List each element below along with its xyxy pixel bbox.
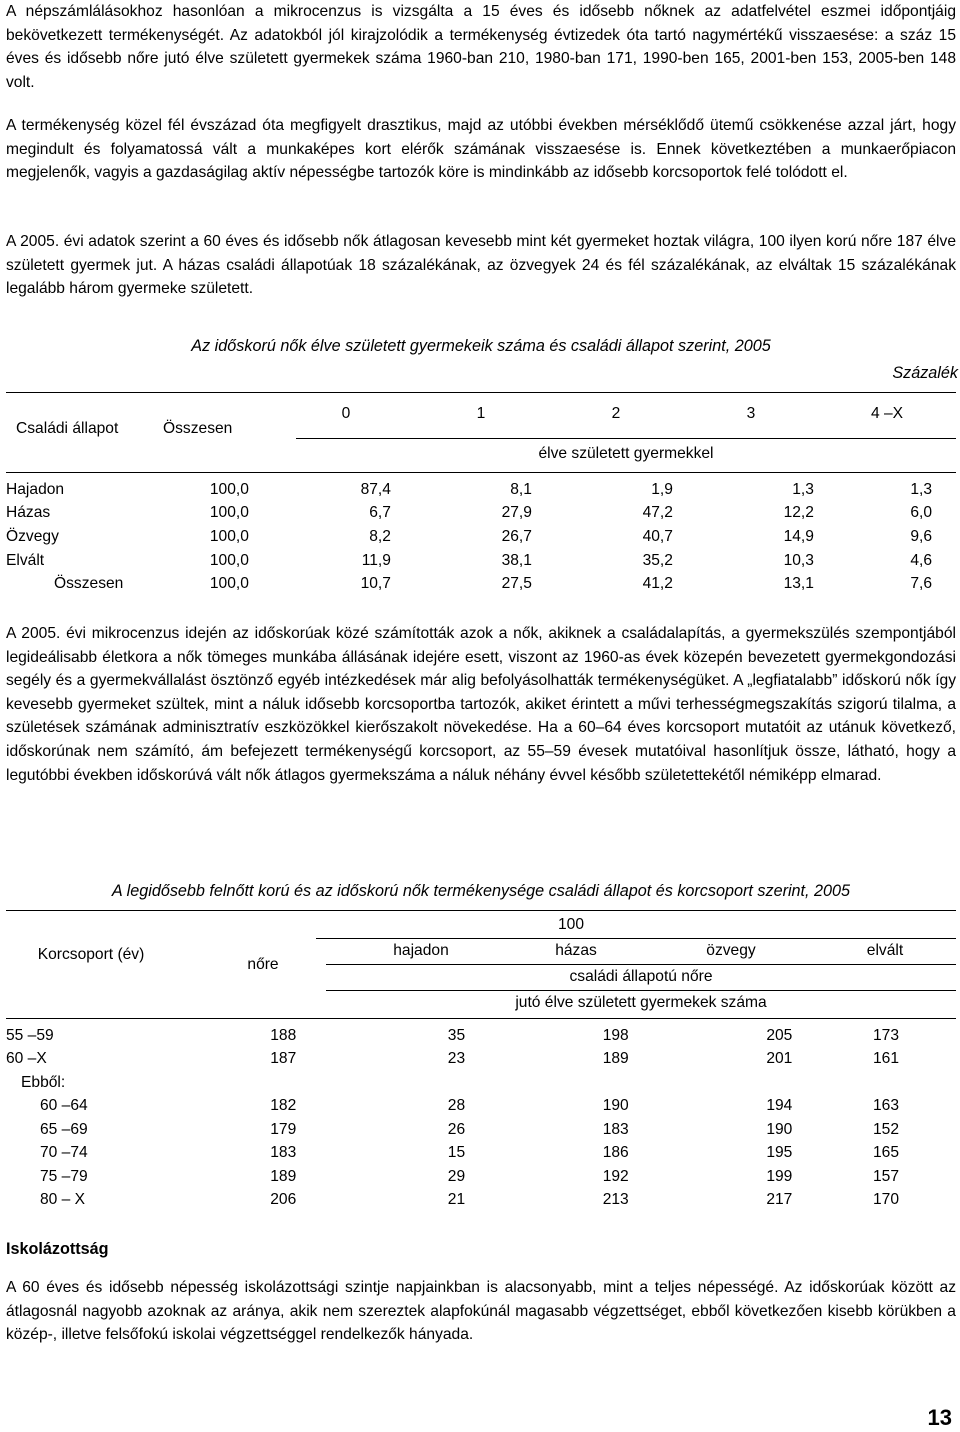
cell: 47,2	[642, 504, 673, 522]
cell: 152	[872, 1120, 899, 1138]
table1-header-rule	[6, 472, 956, 473]
table1-subhead-rule	[296, 438, 956, 439]
cell: 100,0	[209, 527, 249, 545]
paragraph-4: A 2005. évi mikrocenzus idején az időskorúak közé számították azok a nők, akiknek a családalapítás, a gyermekszülés szempontjából legideálisabb életkora a nők tömeges munkába állásának idejére esett, viszont az 1960-as évek közepén bevezetett gyermekgondozási segély és a gyermekvállalást ösztönző egyéb intézkedések már alig befolyásolhatták termékenységüket. A „legfiatalabb” időskorú nők így kevesebb gyermeket szültek, mint a náluk idősebb korcsoportba tartozók, akiket érintett a művi terhességmegszakítás szigorú tilalma, a születések számának adminisztratív eszközökkel kierőszakolt növekedése. Ha a 60–64 éves korcsoport mutatóit az utánuk következő, időskorúnak nem számító, ám befejezett termékenységű korcsoport, az 55–59 évesek mutatóival hasonlítjuk össze, látható, hogy a legutóbbi években időskorúvá vált nők átlagos gyermekszáma a náluk néhány évvel később születettekétől némiképp elmarad.	[6, 625, 956, 784]
page-number: 13	[927, 1405, 952, 1430]
cell: 27,5	[501, 575, 532, 593]
cell: 35,2	[642, 551, 673, 569]
cell: 35	[447, 1026, 466, 1044]
row-label: 55 –59	[6, 1026, 54, 1044]
cell: 157	[872, 1167, 899, 1185]
cell: 100,0	[209, 575, 249, 593]
cell: 198	[602, 1026, 629, 1044]
cell: 8,1	[510, 480, 532, 498]
table-row	[6, 1024, 956, 1048]
table-row	[6, 1189, 956, 1213]
cell: 163	[872, 1097, 899, 1115]
cell: 173	[872, 1026, 899, 1044]
cell: 7,6	[910, 575, 932, 593]
table2-head-status-elvalt: elvált	[866, 942, 904, 959]
section-heading: Iskolázottság	[6, 1240, 109, 1258]
table2	[6, 1024, 956, 1212]
cell: 1,3	[910, 480, 932, 498]
cell: 10,3	[783, 551, 814, 569]
cell: 183	[270, 1144, 297, 1162]
cell: 23	[447, 1050, 466, 1068]
table1-head-total: Összesen	[163, 420, 233, 437]
paragraph-3: A 2005. évi adatok szerint a 60 éves és idősebb nők átlagosan kevesebb mint két gyermeket hoztak világra, 100 ilyen korú nőre 187 élve született gyermek jut. A házas családi állapotúak 18 százalékának, az özvegyek 24 és fél százalékának, az elváltak 15 százalékának legalább három gyermeke született.	[6, 233, 956, 298]
cell: 205	[766, 1026, 793, 1044]
cell: 100,0	[209, 551, 249, 569]
table2-rule-sub	[326, 990, 956, 991]
paragraph-5: A 60 éves és idősebb népesség iskolázottsági szintje napjainkban is alacsonyabb, mint a teljes népességé. Az időskorúak között az átlagosnál nagyobb azoknak az aránya, akik nem szereztek alapfokúnál magasabb végzettséget, ebből következően kisebb körükben a közép-, illetve felsőfokú iskolai végzettséggel rendelkezők hányada.	[6, 1279, 956, 1344]
row-label: 60 –X	[6, 1050, 47, 1068]
cell: 201	[766, 1050, 793, 1068]
table-row	[6, 549, 956, 573]
cell: 41,2	[642, 575, 673, 593]
table1-head-col-0: 0	[341, 405, 351, 422]
table2-rule-100	[316, 938, 956, 939]
cell: 1,3	[792, 480, 814, 498]
cell: 189	[602, 1050, 629, 1068]
cell: 199	[766, 1167, 793, 1185]
cell: 190	[766, 1120, 793, 1138]
cell: 182	[270, 1097, 297, 1115]
table1-head-sub: élve született gyermekkel	[538, 445, 714, 462]
table2-head-bottom: jutó élve született gyermekek száma	[515, 994, 767, 1011]
table1-head-status: Családi állapot	[16, 420, 119, 437]
row-label: Ebből:	[21, 1073, 66, 1091]
table1-head-col-2: 2	[611, 405, 621, 422]
cell: 195	[766, 1144, 793, 1162]
cell: 183	[602, 1120, 629, 1138]
cell: 194	[766, 1097, 793, 1115]
row-label: Hajadon	[6, 480, 65, 498]
table2-head-100: 100	[557, 916, 585, 933]
table2-top-rule	[6, 910, 956, 911]
cell: 27,9	[501, 504, 532, 522]
cell: 12,2	[783, 504, 814, 522]
cell: 26,7	[501, 527, 532, 545]
table1-top-rule	[6, 392, 956, 393]
table2-header-rule	[6, 1018, 956, 1019]
cell: 186	[602, 1144, 629, 1162]
cell: 26	[447, 1120, 466, 1138]
cell: 21	[447, 1191, 466, 1209]
cell: 100,0	[209, 480, 249, 498]
cell: 1,9	[651, 480, 673, 498]
table2-rule-status	[326, 964, 956, 965]
paragraph-1: A népszámlálásokhoz hasonlóan a mikrocenzus is vizsgálta a 15 éves és idősebb nőknek az adatfelvétel eszmei időpontjáig bekövetkezett termékenységét. Az adatokból jól kirajzolódik a termékenység évtizedek óta tartó nagymértékű visszaesése: a száz 15 éves és idősebb nőre jutó élve született gyermekek száma 1960-ban 210, 1980-ban 171, 1990-ben 165, 2001-ben 153, 2005-ben 148 volt.	[6, 3, 956, 91]
table2-head-group: Korcsoport (év)	[37, 946, 145, 963]
row-label: 75 –79	[40, 1167, 88, 1185]
table1-unit: Százalék	[892, 364, 958, 382]
cell: 188	[270, 1026, 297, 1044]
cell: 15	[447, 1144, 466, 1162]
cell: 8,2	[369, 527, 391, 545]
row-label: Elvált	[6, 551, 45, 569]
row-label: Özvegy	[6, 527, 59, 545]
row-label: 65 –69	[40, 1120, 88, 1138]
table-row	[6, 1048, 956, 1072]
row-label: 60 –64	[40, 1097, 88, 1115]
table2-head-status-hazas: házas	[555, 942, 597, 959]
cell: 28	[447, 1097, 466, 1115]
table1-caption: Az időskorú nők élve született gyermekeik száma és családi állapot szerint, 2005	[191, 337, 771, 355]
table-row	[6, 525, 956, 549]
cell: 189	[270, 1167, 297, 1185]
table1-head-col-4: 4 –X	[870, 405, 904, 422]
cell: 170	[872, 1191, 899, 1209]
cell: 6,7	[369, 504, 391, 522]
cell: 4,6	[910, 551, 932, 569]
table2-caption: A legidősebb felnőtt korú és az időskorú nők termékenysége családi állapot és korcsoport szerint, 2005	[111, 882, 851, 900]
table1	[6, 478, 956, 596]
row-label: Összesen	[54, 575, 124, 593]
cell: 206	[270, 1191, 297, 1209]
cell: 11,9	[361, 551, 391, 569]
cell: 187	[270, 1050, 297, 1068]
table-row	[6, 1118, 956, 1142]
table-row	[6, 502, 956, 526]
cell: 87,4	[360, 480, 391, 498]
table1-head-col-1: 1	[476, 405, 486, 422]
row-label: 70 –74	[40, 1144, 88, 1162]
cell: 14,9	[783, 527, 814, 545]
cell: 13,1	[783, 575, 814, 593]
table-row	[6, 1095, 956, 1119]
cell: 161	[872, 1050, 899, 1068]
cell: 40,7	[642, 527, 673, 545]
row-label: Házas	[6, 504, 51, 522]
paragraph-2: A termékenység közel fél évszázad óta megfigyelt drasztikus, majd az utóbbi években mérséklődő ütemű csökkenése azzal járt, hogy megindult és folyamatossá vált a munkaképes kort elérők számának visszaesése is. Ennek következtében a munkaerőpiacon megjelenők, vagyis a gazdaságilag aktív népességbe tartozók köre is mindinkább az idősebb korcsoportok felé tolódott el.	[6, 117, 956, 182]
table2-head-status-hajadon: hajadon	[393, 942, 449, 959]
cell: 179	[270, 1120, 297, 1138]
cell: 213	[602, 1191, 629, 1209]
table-row	[6, 1142, 956, 1166]
cell: 100,0	[209, 504, 249, 522]
cell: 6,0	[910, 504, 932, 522]
cell: 192	[602, 1167, 629, 1185]
table1-head-col-3: 3	[746, 405, 756, 422]
cell: 38,1	[501, 551, 532, 569]
table-row	[6, 478, 956, 502]
cell: 29	[447, 1167, 466, 1185]
table-row	[6, 1071, 956, 1095]
cell: 190	[602, 1097, 629, 1115]
table2-head-status-sub: családi állapotú nőre	[569, 968, 713, 985]
row-label: 80 – X	[40, 1191, 86, 1209]
cell: 9,6	[910, 527, 932, 545]
table-row	[6, 1165, 956, 1189]
table-row	[6, 572, 956, 596]
cell: 10,7	[360, 575, 391, 593]
table2-head-status-ozvegy: özvegy	[706, 942, 756, 959]
cell: 217	[766, 1191, 793, 1209]
table2-head-nore: nőre	[247, 956, 279, 973]
cell: 165	[872, 1144, 899, 1162]
